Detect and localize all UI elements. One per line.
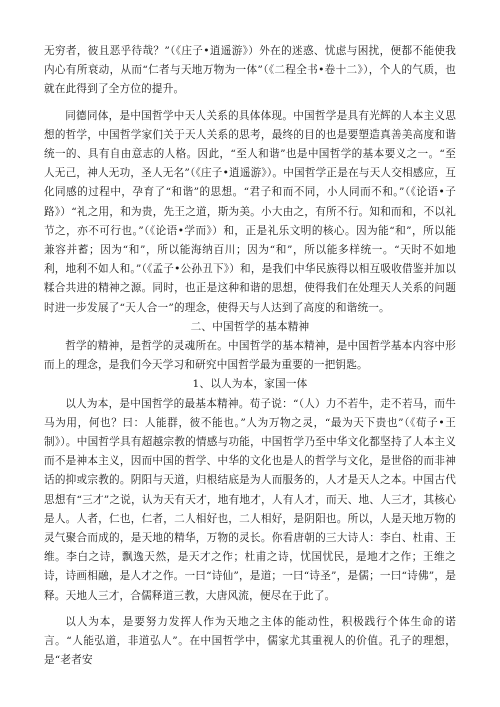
subsection-heading: 1、以人为本，家国一体 [192,378,308,391]
paragraph-human-agency: 以人为本，是要努力发挥人作为天地之主体的能动性，积极践行个体生命的诺言。“人能弘道，非道弘人”。在中国哲学中，儒家尤其重视人的价值。孔子的理想，是“老者安 [44,615,456,667]
paragraph-human-centered: 以人为本，是中国哲学的最基本精神。荀子说：“（人）力不若牛，走不若马，而牛马为用，何也？曰：人能群，彼不能也。”人为万物之灵，“最为天下贵也”（《荀子•王制》）。中国哲学具有超越宗教的情感与功能，中国哲学乃至中华文化都坚持了人本主义而不是神本主义，因而中国的哲学、中华的文化也是人的哲学与文化，是世俗的而非神话的抑或宗教的。阴阳与天道，归根结底是为人而服务的，人才是天人之本。中国古代思想有“三才”之说，认为天有天才，地有地才，人有人才，而天、地、人三才，其核心是人。人者，仁也，仁者，二人相好也，二人相好，是阴阳也。所以，人是天地万物的灵气聚合而成的，是天地的精华，万物的灵长。你看唐朝的三大诗人：李白、杜甫、王维。李白之诗，飘逸天然，是天才之作；杜甫之诗，忧国忧民，是地才之作；王维之诗，诗画相融，是人才之作。一曰“诗仙”，是道；一曰“诗圣”，是儒；一曰“诗佛”，是释。天地人三才，合儒释道三教，大唐风流，便尽在于此了。 [44,397,456,602]
paragraph-spirit-intro: 哲学的精神，是哲学的灵魂所在。中国哲学的基本精神，是中国哲学基本内容中形而上的理念，是我们今天学习和研究中国哲学最为重要的一把钥匙。 [44,340,456,372]
section-heading: 二、中国哲学的基本精神 [190,320,310,333]
paragraph-intro-continuation: 无穷者，彼且恶乎待哉？”（《庄子•逍遥游》）外在的迷惑、忧虑与困扰，便都不能使我内心有所衰动，从而“仁者与天地万物为一体”（《二程全书•卷十二》），个人的气质，也就在此得到了全方位的提升。 [44,45,456,96]
paragraph-harmony: 同德同体，是中国哲学中天人关系的具体体现。中国哲学是具有光辉的人本主义思想的哲学，中国哲学家们关于天人关系的思考，最终的目的也是要塑造真善美高度和谐统一的、具有自由意志的人格。因此，“至人和谐”也是中国哲学的基本要义之一。“至人无己，神人无功，圣人无名”（《庄子•逍遥游》）。中国哲学正是在与天人交相感应，互化同感的过程中，孕育了“和谐”的思想。“君子和而不同，小人同而不和。”（《论语•子路》）“礼之用，和为贵，先王之道，斯为美。小大由之，有所不行。知和而和，不以礼节之，亦不可行也。”（《论语•学而》）和，正是礼乐文明的核心。因为能“和”，所以能兼容并蓄；因为“和”，所以能海纳百川；因为“和”，所以能多样统一。“天时不如地利，地利不如人和。”（《孟子•公孙丑下》）和，是我们中华民族得以相互吸收借鉴并加以糅合共进的精神之源。同时，也正是这种和谐的思想，使得我们在处理天人关系的问题时进一步发展了“天人合一”的理念，使得天与人达到了高度的和谐统一。 [44,109,456,314]
